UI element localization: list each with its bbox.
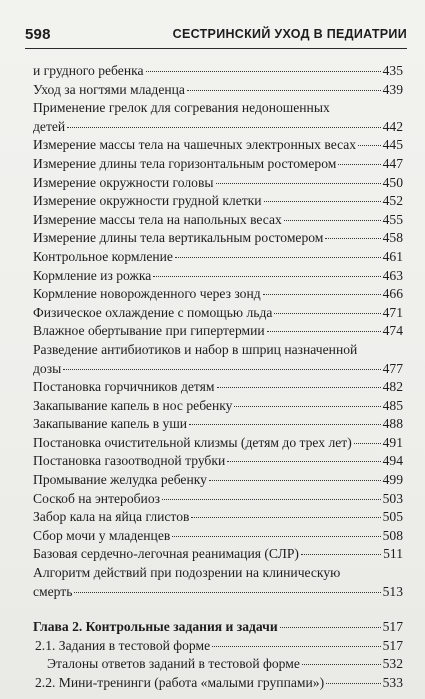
toc-entry	[33, 229, 403, 248]
toc-entry	[33, 322, 403, 341]
toc-entry-title: Уход за ногтями младенца	[33, 81, 185, 97]
dot-leader	[274, 313, 380, 314]
toc-entry-page: 474	[382, 323, 403, 339]
toc-entry-title: Измерение окружности головы	[33, 174, 214, 190]
toc-entry-title: Измерение массы тела на напольных весах	[33, 211, 282, 227]
dot-leader	[358, 145, 381, 146]
dot-leader	[175, 257, 381, 258]
toc-entry-title: Кормление из рожка	[33, 267, 152, 283]
toc-entry-page: 445	[382, 137, 403, 153]
toc-entry-title-continued: дозы	[33, 360, 62, 376]
toc-entry-page: 517	[382, 637, 403, 653]
toc-entry	[33, 508, 403, 527]
page-number: 598	[25, 26, 51, 43]
toc-entry-title: Сбор мочи у младенцев	[33, 527, 171, 543]
toc-chapter-entry	[33, 618, 403, 637]
toc-entry-title: Закапывание капель в уши	[33, 416, 188, 432]
toc-entry	[33, 637, 403, 656]
toc-entry-title: и грудного ребенка	[33, 63, 144, 78]
toc-entry	[33, 192, 403, 211]
dot-leader	[338, 164, 380, 165]
dot-leader	[284, 220, 381, 221]
toc-entry	[33, 564, 403, 601]
toc-entry-page: 491	[382, 434, 403, 450]
toc-entry-title-continued: детей	[33, 118, 66, 134]
toc-entry-title: Кормление новорожденного через зонд	[33, 286, 261, 302]
toc-entry-title: Забор кала на яйца глистов	[33, 509, 190, 525]
dot-leader	[234, 406, 380, 407]
toc-entry-title: 2.1. Задания в тестовой форме	[35, 637, 211, 653]
page-header	[25, 26, 407, 49]
dot-leader	[189, 424, 381, 425]
toc-entry-page: 499	[382, 472, 403, 488]
toc-entry	[33, 452, 403, 471]
toc-entry-title: Измерение длины тела горизонтальным ростомером	[33, 155, 337, 171]
toc-entry-title: Закапывание капель в нос ребенку	[33, 397, 233, 413]
toc-entry-title-continued: смерть	[33, 583, 73, 599]
toc-entry	[33, 527, 403, 546]
dot-leader	[325, 238, 380, 239]
toc-entry	[33, 155, 403, 174]
toc-entry-title: Базовая сердечно-легочная реанимация (СЛР)	[33, 546, 299, 562]
toc-entry	[33, 674, 403, 693]
toc-entry-page: 458	[382, 230, 403, 246]
toc-entry-page: 477	[382, 360, 403, 376]
toc-entry-title: Влажное обертывание при гипертермии	[33, 323, 265, 339]
toc-entry-page: 513	[382, 583, 403, 599]
toc-entry	[33, 304, 403, 323]
toc-entry-page: 452	[382, 193, 403, 209]
toc-entry	[33, 248, 403, 267]
toc-entry-page: 463	[382, 267, 403, 283]
toc-entry-page: 532	[382, 656, 403, 672]
dot-leader	[212, 646, 380, 647]
toc-entry-page: 508	[382, 527, 403, 543]
dot-leader	[191, 517, 380, 518]
toc-entry-title: Применение грелок для согревания недоношенных	[33, 100, 330, 116]
toc-entry-title: Постановка горчичников детям	[33, 379, 215, 395]
toc-entry-title: Измерение окружности грудной клетки	[33, 193, 262, 209]
toc-entry	[33, 397, 403, 416]
toc-entry-title: Физическое охлаждение с помощью льда	[33, 304, 273, 320]
toc-entry-page: 439	[382, 81, 403, 97]
dot-leader	[153, 276, 380, 277]
toc-entry-title: Постановка газоотводной трубки	[33, 453, 226, 469]
dot-leader	[216, 183, 381, 184]
toc-entry	[33, 415, 403, 434]
toc-entry-page: 485	[382, 397, 403, 413]
dot-leader	[146, 71, 381, 72]
toc-entry-page: 461	[382, 248, 403, 264]
toc-entry	[33, 471, 403, 490]
toc-entry-page: 471	[382, 304, 403, 320]
dot-leader	[63, 369, 380, 370]
dot-leader	[172, 536, 380, 537]
toc-entry	[33, 285, 403, 304]
dot-leader	[74, 592, 380, 593]
toc-entry-page: 488	[382, 416, 403, 432]
toc-entry-page: 494	[382, 453, 403, 469]
toc-entry-title: Соскоб на энтеробиоз	[33, 490, 161, 506]
toc-entry	[33, 341, 403, 378]
toc-entry	[33, 490, 403, 509]
dot-leader	[187, 90, 381, 91]
toc-entry-page: 447	[382, 155, 403, 171]
toc-entry	[33, 174, 403, 193]
toc-entry-title: Эталоны ответов заданий в тестовой форме	[47, 656, 300, 672]
toc-entry	[33, 136, 403, 155]
toc-entry-title: Разведение антибиотиков и набор в шприц назначенной	[33, 341, 358, 357]
toc-entry-page: 533	[382, 675, 403, 690]
toc-entry-page: 466	[382, 286, 403, 302]
table-of-contents	[33, 62, 403, 693]
dot-leader	[354, 443, 381, 444]
toc-entry	[33, 267, 403, 286]
toc-entry-title: Постановка очистительной клизмы (детям до трех лет)	[33, 434, 352, 450]
dot-leader	[263, 294, 381, 295]
toc-entry-page: 505	[382, 509, 403, 525]
dot-leader	[162, 499, 381, 500]
dot-leader	[67, 127, 380, 128]
toc-entry-title: Измерение длины тела вертикальным ростомером	[33, 230, 324, 246]
dot-leader	[267, 331, 381, 332]
toc-entry	[33, 434, 403, 453]
toc-entry-title: Контрольное кормление	[33, 248, 173, 264]
toc-entry	[33, 378, 403, 397]
dot-leader	[264, 201, 381, 202]
running-title: СЕСТРИНСКИЙ УХОД В ПЕДИАТРИИ	[172, 27, 407, 41]
toc-entry	[33, 545, 403, 564]
toc-entry-page: 511	[383, 546, 403, 562]
toc-entry-page: 442	[382, 118, 403, 134]
toc-entry	[33, 81, 403, 100]
toc-entry-title: Измерение массы тела на чашечных электронных весах	[33, 137, 357, 153]
dot-leader	[227, 461, 380, 462]
section-spacer	[33, 601, 403, 618]
toc-entry-page: 455	[382, 211, 403, 227]
chapter-title: Глава 2. Контрольные задания и задачи	[33, 619, 278, 635]
toc-entry	[33, 211, 403, 230]
dot-leader	[280, 627, 381, 628]
dot-leader	[302, 664, 381, 665]
toc-entry	[33, 62, 403, 81]
toc-entry-page: 482	[382, 379, 403, 395]
toc-entry-title: 2.2. Мини-тренинги (работа «малыми группами»)	[35, 675, 325, 690]
toc-entry	[33, 655, 403, 674]
dot-leader	[301, 554, 381, 555]
dot-leader	[326, 683, 381, 684]
toc-entry-title: Алгоритм действий при подозрении на клиническую	[33, 565, 341, 581]
toc-entry-page: 503	[382, 490, 403, 506]
toc-entry-title: Промывание желудка ребенку	[33, 472, 207, 488]
toc-entry	[33, 99, 403, 136]
toc-entry-page: 450	[382, 174, 403, 190]
toc-entry-page: 435	[382, 63, 403, 78]
dot-leader	[209, 480, 381, 481]
dot-leader	[217, 387, 381, 388]
chapter-page: 517	[382, 619, 403, 635]
